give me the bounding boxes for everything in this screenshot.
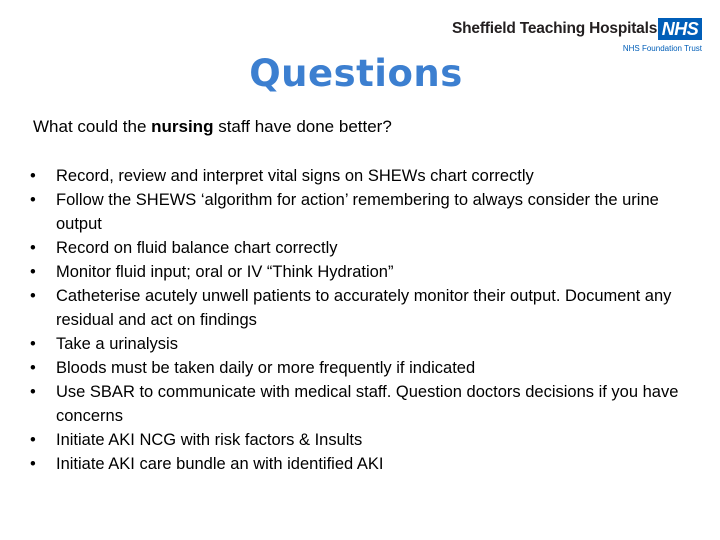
bullet-item: • Initiate AKI care bundle an with identified AKI <box>30 452 690 476</box>
bullet-item: • Monitor fluid input; oral or IV “Think Hydration” <box>30 260 690 284</box>
bullet-item: • Initiate AKI NCG with risk factors & Insults <box>30 428 690 452</box>
bullet-item: • Record, review and interpret vital signs on SHEWs chart correctly <box>30 164 690 188</box>
slide-question <box>33 117 392 137</box>
bullet-item: • Follow the SHEWS ‘algorithm for action’ remembering to always consider the urine output <box>30 188 690 236</box>
nhs-logo-mark: NHS <box>658 18 702 40</box>
bullet-item: • Use SBAR to communicate with medical staff. Question doctors decisions if you have concerns <box>30 380 690 428</box>
question-emphasis: nursing <box>151 117 214 136</box>
logo-trust-name: NHS Foundation Trust <box>622 44 702 53</box>
logo-org-name: Sheffield Teaching Hospitals <box>452 20 658 37</box>
bullet-item: • Bloods must be taken daily or more frequently if indicated <box>30 356 690 380</box>
question-prefix: What could the <box>33 117 152 136</box>
question-suffix: staff have done better? <box>213 117 392 136</box>
slide-title: Questions <box>249 52 463 95</box>
bullet-item: • Take a urinalysis <box>30 332 690 356</box>
bullet-list <box>30 164 690 476</box>
bullet-item: • Catheterise acutely unwell patients to accurately monitor their output. Document any residual and act on findings <box>30 284 690 332</box>
bullet-item: • Record on fluid balance chart correctly <box>30 236 690 260</box>
